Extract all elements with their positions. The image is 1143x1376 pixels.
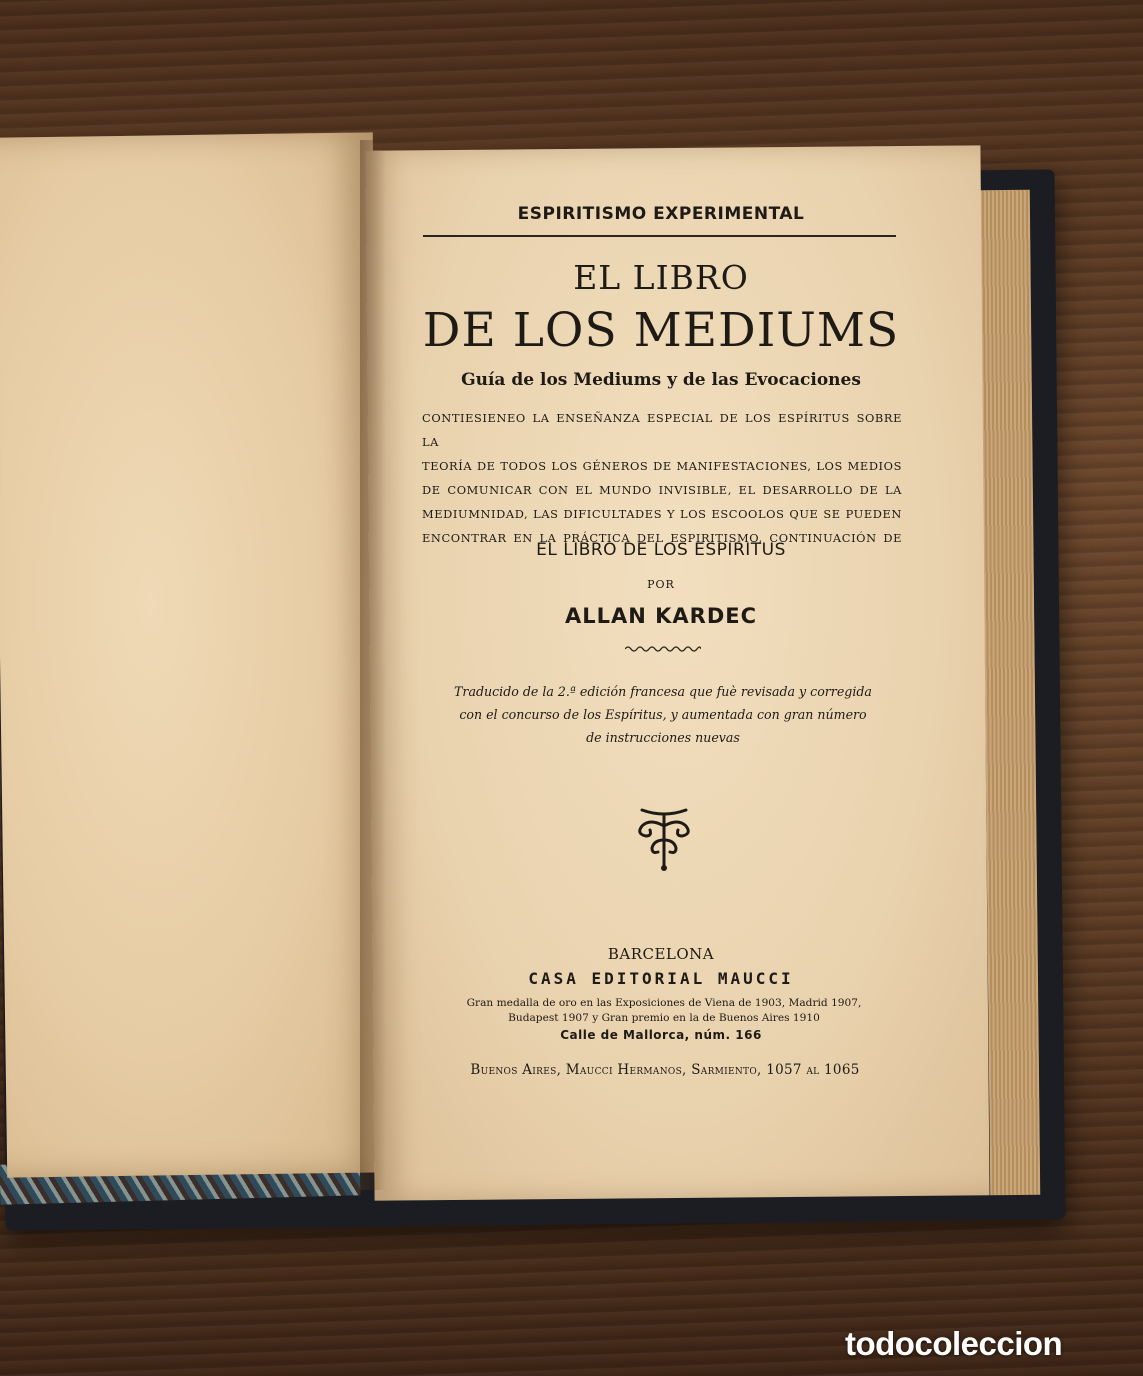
book-gutter-shadow [360, 140, 386, 1190]
description-line: ENCONTRAR EN LA PRÁCTICA DEL ESPIRITISMO, CONTINUACIÓN DE [422, 531, 902, 545]
street-address: Calle de Mallorca, núm. 166 [560, 1028, 762, 1042]
description-line: TEORÍA DE TODOS LOS GÉNEROS DE MANIFESTACIONES, LOS MEDIOS [422, 459, 902, 473]
medals-note [425, 996, 903, 1026]
description-line: MEDIUMNIDAD, LAS DIFICULTADES Y LOS ESCOOLOS QUE SE PUEDEN [422, 507, 902, 521]
series-heading: ESPIRITISMO EXPERIMENTAL [517, 204, 805, 224]
translation-note [418, 680, 908, 749]
translation-line: de instrucciones nuevas [586, 730, 740, 745]
translation-line: Traducido de la 2.ª edición francesa que fuè revisada y corregida [454, 684, 872, 699]
author-name: ALLAN KARDEC [564, 604, 758, 628]
city: BARCELONA [607, 945, 715, 963]
title-line-1: EL LIBRO [573, 258, 749, 297]
wavy-rule-icon [625, 644, 701, 654]
medals-line: Gran medalla de oro en las Exposiciones de Viena de 1903, Madrid 1907, [466, 997, 862, 1009]
watermark-logo: todocoleccion [845, 1325, 1063, 1362]
fleuron-ornament-icon [632, 804, 696, 874]
left-page [0, 132, 387, 1177]
buenos-aires-imprint: Buenos Aires, Maucci Hermanos, Sarmiento, 1057 al 1065 [470, 1062, 860, 1078]
subtitle: Guía de los Mediums y de las Evocaciones [461, 370, 861, 390]
page-edges [980, 190, 1041, 1195]
heading-rule [423, 235, 896, 237]
description-line: CONTIESIENEO LA ENSEÑANZA ESPECIAL DE LOS ESPÍRITUS SOBRE LA [422, 411, 902, 449]
continuation-title: EL LIBRO DE LOS ESPIRITUS [536, 540, 786, 560]
title-line-2: DE LOS MEDIUMS [422, 303, 900, 358]
publisher: CASA EDITORIAL MAUCCI [528, 969, 794, 988]
por-label: POR [647, 578, 675, 591]
medals-line: Budapest 1907 y Gran premio en la de Buenos Aires 1910 [508, 1012, 820, 1024]
translation-line: con el concurso de los Espíritus, y aumentada con gran número [459, 707, 867, 722]
description-line: DE COMUNICAR CON EL MUNDO INVISIBLE, EL DESARROLLO DE LA [422, 483, 902, 497]
description-block [422, 406, 902, 550]
